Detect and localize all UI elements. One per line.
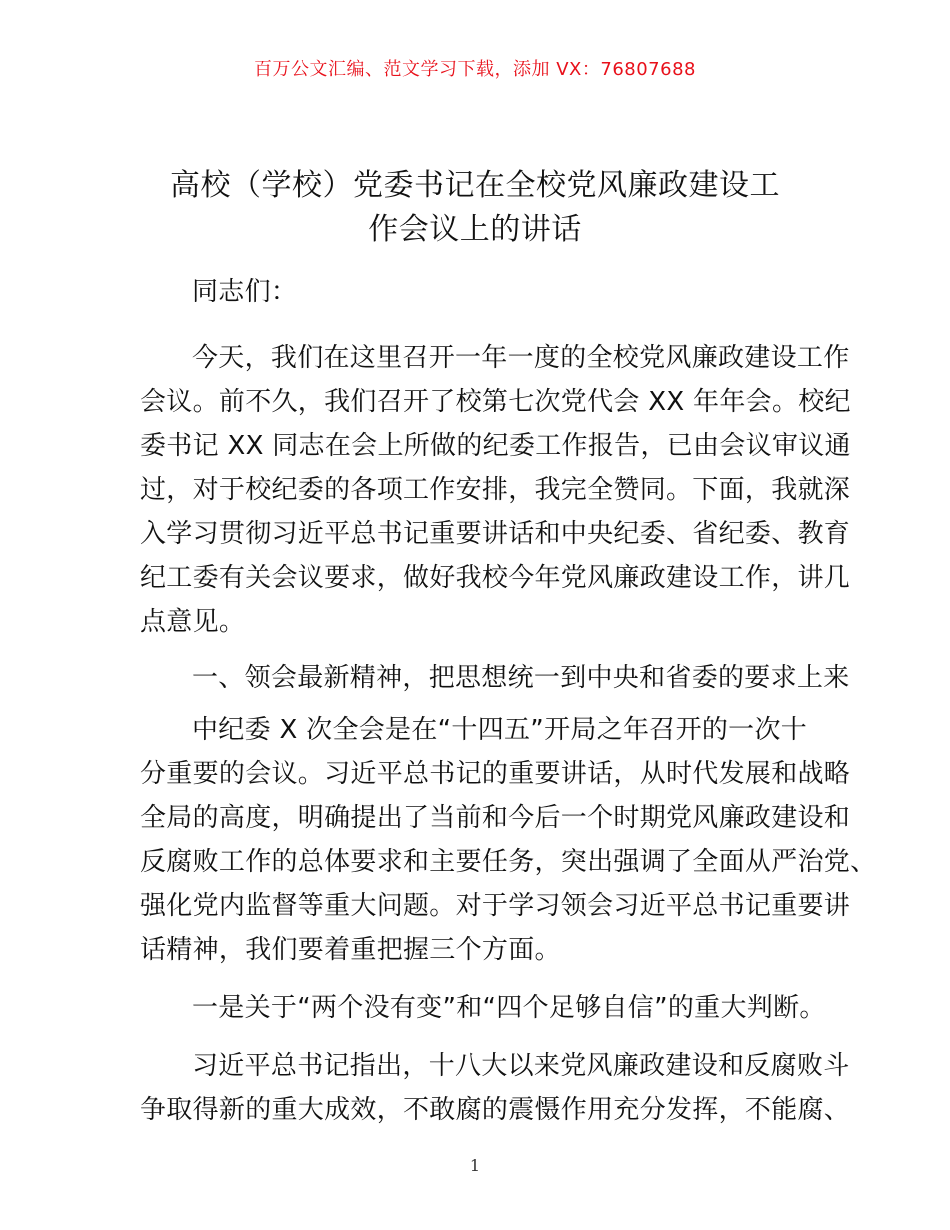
paragraph-line: 习近平总书记指出，十八大以来党风廉政建设和反腐败斗 [192, 1051, 850, 1081]
title-line-1: 高校（学校）党委书记在全校党风廉政建设工 [170, 168, 780, 203]
section-heading: 一、领会最新精神，把思想统一到中央和省委的要求上来 [192, 663, 850, 693]
page-number: 1 [469, 1156, 481, 1175]
paragraph-line: 中纪委 X 次全会是在“十四五”开局之年召开的一次十 [192, 715, 808, 745]
paragraph-line: 今天，我们在这里召开一年一度的全校党风廉政建设工作 [192, 343, 850, 373]
title-line-2: 作会议上的讲话 [368, 212, 582, 247]
watermark-text: 百万公文汇编、范文学习下载，添加 VX：76807688 [254, 59, 696, 80]
paragraph-line: 会议。前不久，我们召开了校第七次党代会 XX 年年会。校纪 [140, 387, 851, 417]
paragraph-line: 强化党内监督等重大问题。对于学习领会习近平总书记重要讲 [140, 891, 851, 921]
document-body [140, 270, 877, 1132]
paragraph-line: 纪工委有关会议要求，做好我校今年党风廉政建设工作，讲几 [140, 563, 851, 593]
paragraph-line: 入学习贯彻习近平总书记重要讲话和中央纪委、省纪委、教育 [140, 519, 851, 549]
paragraph-line: 争取得新的重大成效，不敢腐的震慑作用充分发挥，不能腐、 [140, 1095, 851, 1125]
paragraph-line: 反腐败工作的总体要求和主要任务，突出强调了全面从严治党、 [140, 847, 877, 877]
document-title [140, 164, 810, 252]
paragraph-line: 点意见。 [140, 607, 246, 637]
paragraph-line: 分重要的会议。习近平总书记的重要讲话，从时代发展和战略 [140, 759, 851, 789]
paragraph-line: 过，对于校纪委的各项工作安排，我完全赞同。下面，我就深 [140, 475, 851, 505]
paragraph-line: 全局的高度，明确提出了当前和今后一个时期党风廉政建设和 [140, 803, 851, 833]
salutation: 同志们： [192, 277, 298, 307]
subsection-heading: 一是关于“两个没有变”和“四个足够自信”的重大判断。 [192, 993, 826, 1023]
paragraph-line: 话精神，我们要着重把握三个方面。 [140, 935, 561, 965]
paragraph-line: 委书记 XX 同志在会上所做的纪委工作报告，已由会议审议通 [140, 431, 851, 461]
